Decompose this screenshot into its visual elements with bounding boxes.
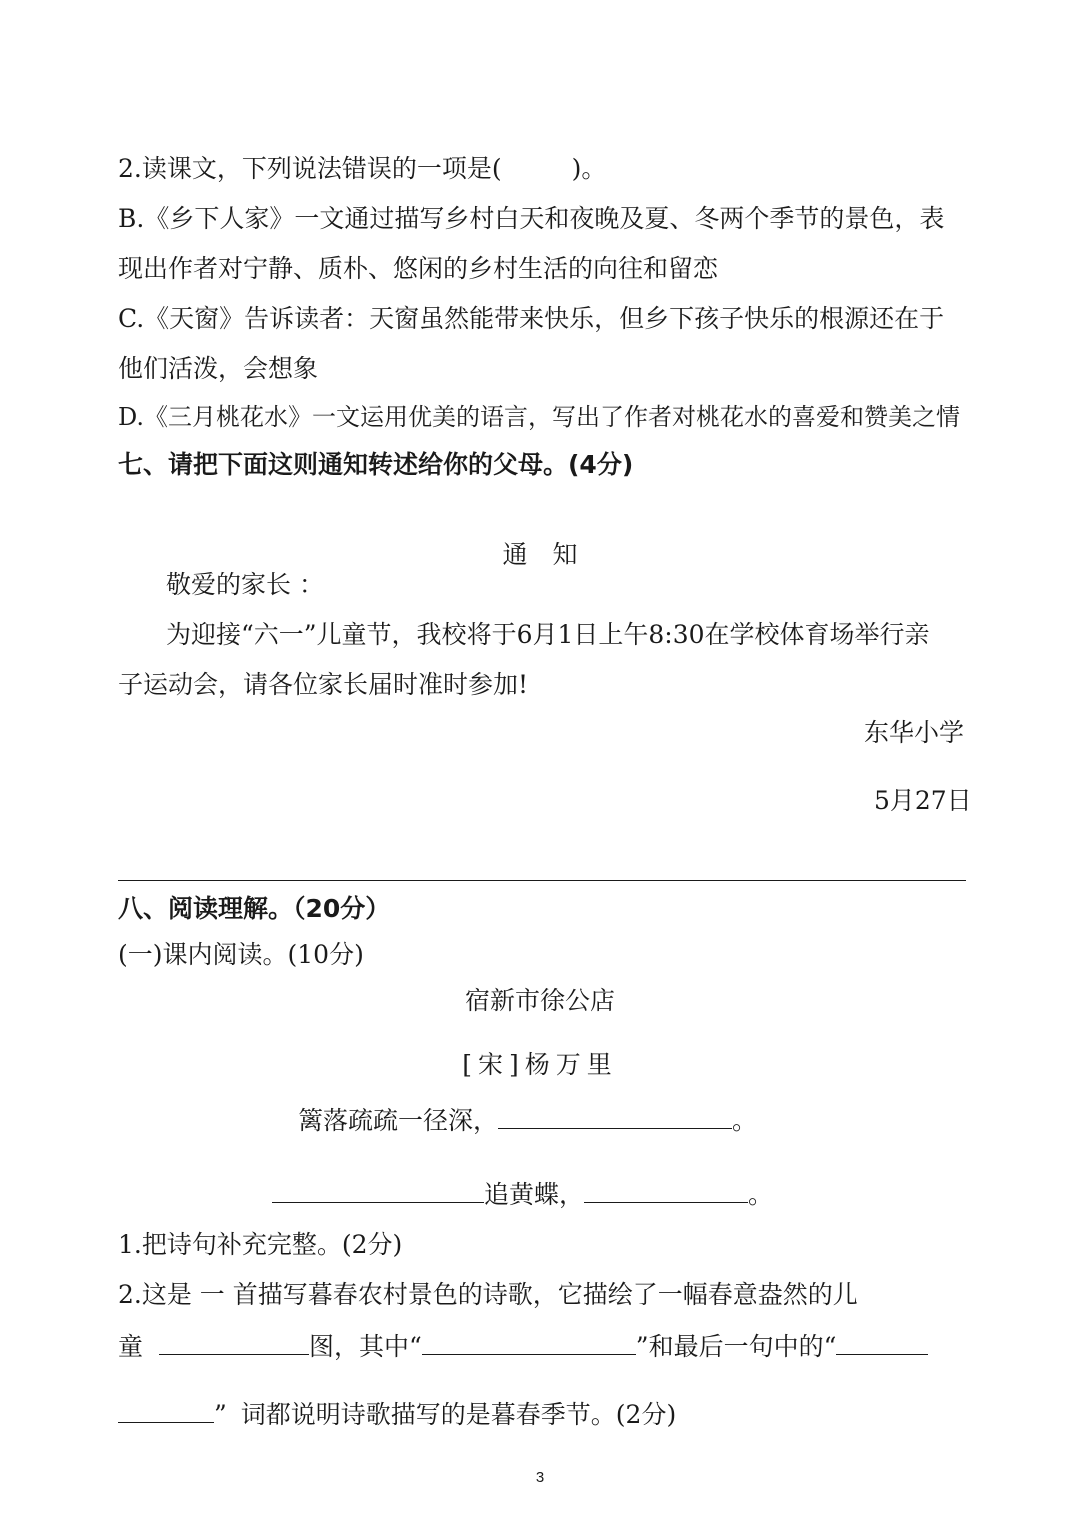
poem-line2-blank-a[interactable]	[272, 1176, 484, 1203]
q2-read-line2-c: ”和最后一句中的“	[635, 1332, 837, 1361]
q2-read-line2	[118, 1328, 928, 1364]
notice-date: 5月27日	[874, 786, 972, 815]
poem-author: [宋]杨万里	[462, 1050, 618, 1079]
poem-line1-text: 篱落疏疏一径深，	[298, 1106, 499, 1135]
poem-line2-period: 。	[748, 1180, 774, 1209]
page-number: 3	[535, 1469, 545, 1486]
section-divider	[118, 880, 966, 881]
notice-body-line1: 为迎接“六一”儿童节，我校将于6月1日上午8:30在学校体育场举行亲	[166, 620, 930, 649]
poem-line2-blank-b[interactable]	[584, 1176, 748, 1203]
notice-body-line2: 子运动会，请各位家长届时准时参加!	[118, 670, 529, 699]
q2-blank-word1[interactable]	[422, 1328, 636, 1355]
q2-option-c-line2: 他们活泼，会想象	[118, 354, 319, 383]
section7-heading: 七、请把下面这则通知转述给你的父母。(4分)	[118, 450, 634, 479]
q2-stem-text: 2.读课文，下列说法错误的一项是(	[118, 154, 502, 183]
notice-salutation: 敬爱的家长 ：	[166, 570, 324, 599]
section8-sub-heading: (一)课内阅读。(10分)	[118, 940, 364, 969]
q2-stem-end: )。	[571, 154, 607, 183]
q2-blank-picture[interactable]	[159, 1328, 309, 1355]
poem-line2	[272, 1176, 773, 1212]
poem-title: 宿新市徐公店	[464, 986, 615, 1015]
q2-read-line3-a: ”	[214, 1400, 227, 1429]
q2-read-line3	[118, 1396, 676, 1432]
q2-stem	[118, 152, 606, 186]
q2-read-line2-b: 图，其中“	[309, 1332, 422, 1361]
q2-option-b-line2: 现出作者对宁静、质朴、悠闲的乡村生活的向往和留恋	[118, 254, 719, 283]
q2-read-line3-b: 词都说明诗歌描写的是暮春季节。(2分)	[240, 1400, 677, 1429]
q2-blank-word2-part1[interactable]	[836, 1328, 928, 1355]
section8-heading: 八、阅读理解。（20分）	[118, 894, 391, 923]
notice-signature: 东华小学	[864, 718, 965, 747]
q2-blank-word2-part2[interactable]	[118, 1396, 214, 1423]
poem-line1	[298, 1102, 757, 1138]
q2-option-c-line1: C.《天窗》告诉读者：天窗虽然能带来快乐，但乡下孩子快乐的根源还在于	[118, 304, 945, 333]
poem-line1-blank[interactable]	[498, 1102, 732, 1129]
poem-line1-period: 。	[732, 1106, 758, 1135]
q2-option-d: D.《三月桃花水》一文运用优美的语言，写出了作者对桃花水的喜爱和赞美之情	[118, 403, 961, 431]
q2-read-line1: 2.这是 一 首描写暮春农村景色的诗歌，它描绘了一幅春意盎然的儿	[118, 1280, 858, 1309]
q2-option-b-line1: B.《乡下人家》一文通过描写乡村白天和夜晚及夏、冬两个季节的景色，表	[118, 204, 945, 233]
q1-text: 1.把诗句补充完整。(2分)	[118, 1230, 403, 1259]
notice-title: 通 知	[502, 540, 578, 569]
q2-read-line2-a: 童	[118, 1332, 144, 1361]
poem-line2-text: 追黄蝶，	[484, 1180, 585, 1209]
